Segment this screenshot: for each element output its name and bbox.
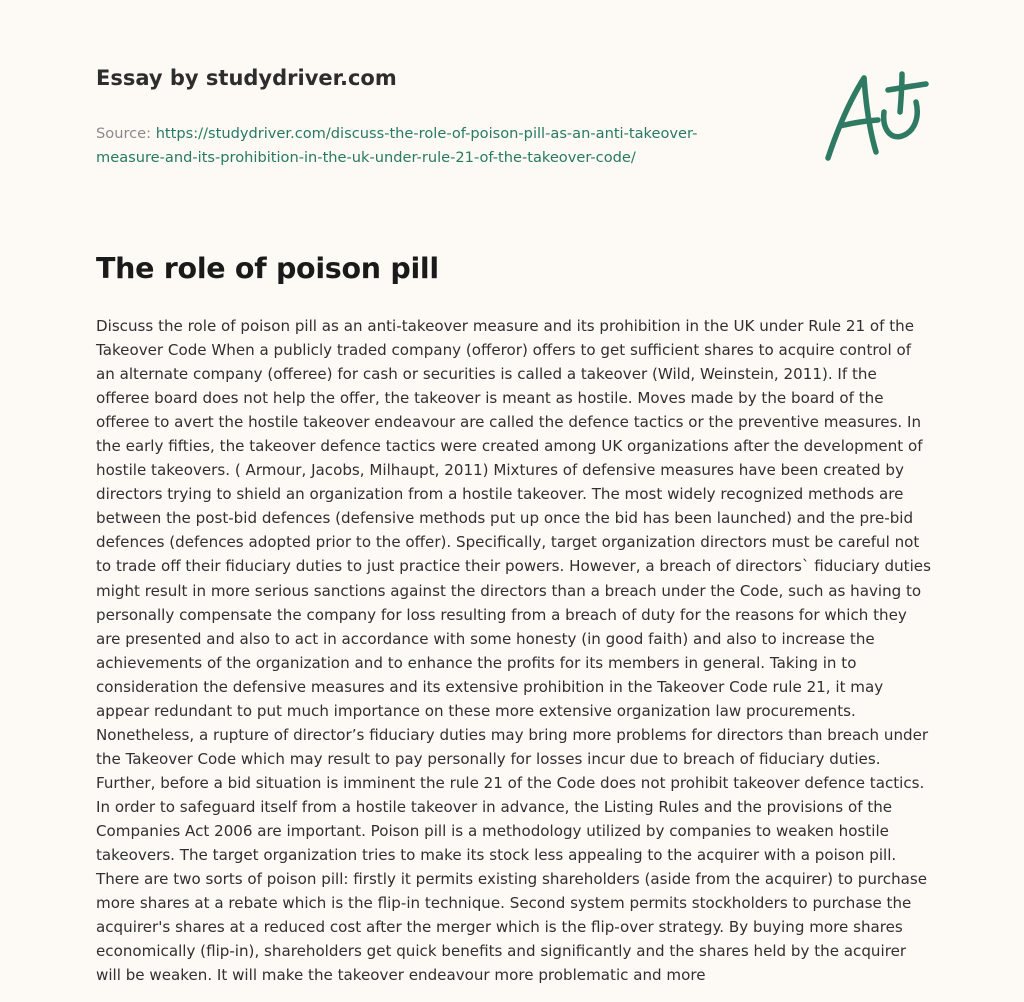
source-link[interactable]: https://studydriver.com/discuss-the-role-of-poison-pill-as-an-anti-takeover-measure-and-its-prohibition-in-the-uk-under-rule-21-of-the-takeover-code/ bbox=[96, 125, 698, 166]
page-header bbox=[96, 64, 796, 170]
article-title: The role of poison pill bbox=[96, 252, 439, 285]
source-label: Source: bbox=[96, 125, 156, 142]
article-body: Discuss the role of poison pill as an anti-takeover measure and its prohibition in the UK under Rule 21 of the Takeover Code When a publicly traded company (offeror) offers to get sufficient shares to acquire control of an alternate company (offeree) for cash or securities is called a takeover (Wild, Weinstein, 2011). If the offeree board does not help the offer, the takeover is meant as hostile. Moves made by the board of the offeree to avert the hostile takeover endeavour are called the defence tactics or the preventive measures. In the early fifties, the takeover defence tactics were created among UK organizations after the development of hostile takeovers. ( Armour, Jacobs, Milhaupt, 2011) Mixtures of defensive measures have been created by directors trying to shield an organization from a hostile takeover. The most widely recognized methods are between the post-bid defences (defensive methods put up once the bid has been launched) and the pre-bid defences (defences adopted prior to the offer). Specifically, target organization directors must be careful not to trade off their fiduciary duties to just practice their powers. However, a breach of directors` fiduciary duties might result in more serious sanctions against the directors than a breach under the Code, such as having to personally compensate the company for loss resulting from a breach of duty for the reasons for which they are presented and also to act in accordance with some honesty (in good faith) and also to increase the achievements of the organization and to enhance the profits for its members in general. Taking in to consideration the defensive measures and its extensive prohibition in the Takeover Code rule 21, it may appear redundant to put much importance on these more extensive organization law procurements. Nonetheless, a rupture of director’s fiduciary duties may bring more problems for directors than breach under the Takeover Code which may result to pay personally for losses incur due to breach of fiduciary duties. Further, before a bid situation is imminent the rule 21 of the Code does not prohibit takeover defence tactics. In order to safeguard itself from a hostile takeover in advance, the Listing Rules and the provisions of the Companies Act 2006 are important. Poison pill is a methodology utilized by companies to weaken hostile takeovers. The target organization tries to make its stock less appealing to the acquirer with a poison pill. There are two sorts of poison pill: firstly it permits existing shareholders (aside from the acquirer) to purchase more shares at a rebate which is the flip-in technique. Second system permits stockholders to purchase the acquirer's shares at a reduced cost after the merger which is the flip-over strategy. By buying more shares economically (flip-in), shareholders get quick benefits and significantly and the shares held by the acquirer will be weaken. It will make the takeover endeavour more problematic and more bbox=[96, 317, 931, 985]
a-plus-logo-svg bbox=[820, 66, 930, 166]
a-plus-grade-icon bbox=[820, 66, 930, 166]
source-line bbox=[96, 122, 736, 170]
brand-title: Essay by studydriver.com bbox=[96, 66, 397, 90]
